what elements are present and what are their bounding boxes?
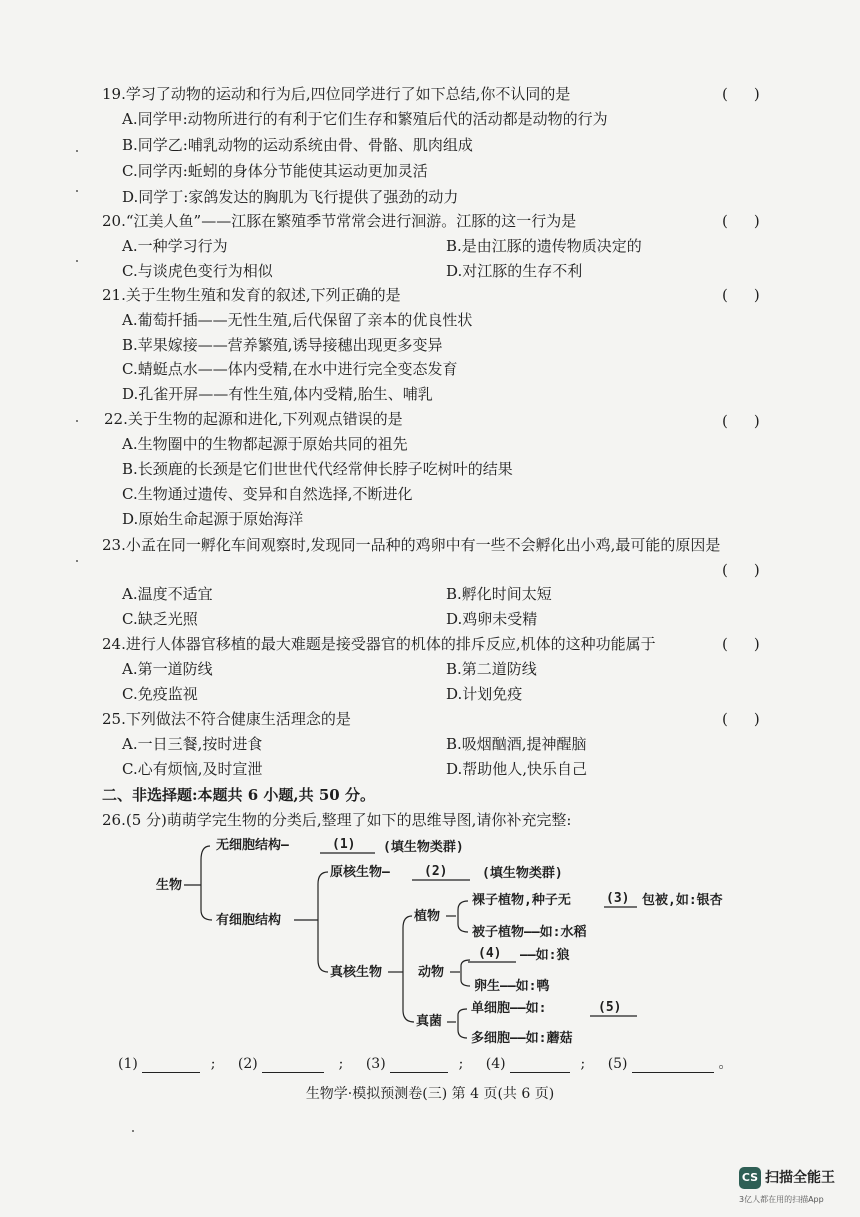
- answer-paren: (): [722, 85, 786, 103]
- answer-label-4: (4): [485, 1056, 506, 1072]
- answer-label-2: (2): [237, 1056, 258, 1072]
- answer-label-5: (5): [607, 1056, 628, 1072]
- answer-paren: (): [722, 412, 786, 430]
- question-26-stem: 26.(5 分)萌萌学完生物的分类后,整理了如下的思维导图,请你补充完整:: [102, 811, 572, 829]
- separator: ;: [580, 1056, 586, 1072]
- q20-option-a: A.一种学习行为: [122, 237, 228, 255]
- mindmap-hint-1: (填生物类群): [383, 840, 464, 855]
- q19-option-a: A.同学甲:动物所进行的有利于它们生存和繁殖后代的活动都是动物的行为: [122, 110, 608, 128]
- answer-input-3[interactable]: [390, 1058, 448, 1073]
- question-24-stem: 24.进行人体器官移植的最大难题是接受器官的机体的排斥反应,机体的这种功能属于: [102, 635, 656, 653]
- mindmap-plant: 植物: [414, 909, 441, 924]
- question-23-stem: 23.小孟在同一孵化车间观察时,发现同一品种的鸡卵中有一些不会孵化出小鸡,最可能的原因是: [102, 536, 721, 554]
- scan-speck: [132, 1130, 134, 1132]
- question-25-stem: 25.下列做法不符合健康生活理念的是: [102, 710, 351, 728]
- answer-label-1: (1): [118, 1056, 138, 1072]
- q25-option-d: D.帮助他人,快乐自己: [446, 760, 588, 778]
- camscanner-logo-icon: CS: [739, 1167, 761, 1189]
- q21-option-d: D.孔雀开屏——有性生殖,体内受精,胎生、哺乳: [122, 385, 433, 403]
- mindmap-blank-1: (1): [332, 837, 356, 852]
- answer-paren: (): [722, 561, 786, 579]
- mindmap-root: 生物: [156, 878, 183, 893]
- answer-paren: (): [722, 286, 786, 304]
- mindmap-oviparous: 卵生——如:鸭: [474, 979, 550, 994]
- page-footer: 生物学·模拟预测卷(三) 第 4 页(共 6 页): [305, 1086, 555, 1102]
- q20-option-b: B.是由江豚的遗传物质决定的: [446, 237, 642, 255]
- q19-option-d: D.同学丁:家鸽发达的胸肌为飞行提供了强劲的动力: [122, 188, 459, 206]
- q20-option-d: D.对江豚的生存不利: [446, 262, 583, 280]
- q21-option-b: B.苹果嫁接——营养繁殖,诱导接穗出现更多变异: [122, 336, 443, 354]
- mindmap-eukaryote: 真核生物: [330, 965, 383, 980]
- mindmap-hint-2: (填生物类群): [482, 866, 563, 881]
- q25-option-b: B.吸烟酗酒,提神醒脑: [446, 735, 587, 753]
- mindmap-multicellular: 多细胞——如:蘑菇: [471, 1031, 573, 1046]
- camscanner-tagline: 3亿人都在用的扫描App: [739, 1195, 824, 1204]
- separator: ;: [210, 1056, 216, 1072]
- mindmap-blank-2: (2): [424, 864, 448, 879]
- answer-end: 。: [718, 1056, 733, 1072]
- mindmap-gymnosperm-example: 包被,如:银杏: [642, 893, 723, 908]
- mindmap-no-cell: 无细胞结构—: [216, 838, 289, 853]
- camscanner-name: 扫描全能王: [765, 1170, 835, 1186]
- q20-option-c: C.与谈虎色变行为相似: [122, 262, 273, 280]
- answer-label-3: (3): [365, 1056, 386, 1072]
- answer-input-4[interactable]: [510, 1058, 570, 1073]
- answer-paren: (): [722, 212, 786, 230]
- question-22-stem: 22.关于生物的起源和进化,下列观点错误的是: [104, 410, 403, 428]
- q19-option-b: B.同学乙:哺乳动物的运动系统由骨、骨骼、肌肉组成: [122, 136, 473, 154]
- mindmap-angiosperm: 被子植物——如:水稻: [472, 925, 587, 940]
- q22-option-b: B.长颈鹿的长颈是它们世世代代经常伸长脖子吃树叶的结果: [122, 460, 513, 478]
- q25-option-c: C.心有烦恼,及时宣泄: [122, 760, 263, 778]
- section-heading: 二、非选择题:本题共 6 小题,共 50 分。: [102, 786, 375, 804]
- q24-option-d: D.计划免疫: [446, 685, 523, 703]
- q23-option-c: C.缺乏光照: [122, 610, 198, 628]
- q22-option-c: C.生物通过遗传、变异和自然选择,不断进化: [122, 485, 413, 503]
- mindmap-blank-4: (4): [478, 946, 502, 961]
- mindmap-animal-example: ——如:狼: [520, 948, 570, 963]
- answer-blanks-row: [118, 1053, 732, 1073]
- mindmap-gymnosperm: 裸子植物,种子无: [472, 893, 571, 908]
- mindmap-animal: 动物: [418, 965, 445, 980]
- separator: ;: [458, 1056, 464, 1072]
- q21-option-a: A.葡萄扦插——无性生殖,后代保留了亲本的优良性状: [122, 311, 473, 329]
- q19-option-c: C.同学丙:蚯蚓的身体分节能使其运动更加灵活: [122, 162, 428, 180]
- q22-option-a: A.生物圈中的生物都起源于原始共同的祖先: [122, 435, 408, 453]
- mindmap-unicellular: 单细胞——如:: [471, 1001, 547, 1016]
- question-21-stem: 21.关于生物生殖和发育的叙述,下列正确的是: [102, 286, 401, 304]
- answer-input-2[interactable]: [262, 1058, 324, 1073]
- answer-input-5[interactable]: [632, 1058, 714, 1073]
- question-20-stem: 20.“江美人鱼”——江豚在繁殖季节常常会进行洄游。江豚的这一行为是: [102, 212, 577, 230]
- answer-input-1[interactable]: [142, 1058, 200, 1073]
- mindmap-fungi: 真菌: [416, 1014, 443, 1029]
- q23-option-d: D.鸡卵未受精: [446, 610, 538, 628]
- q23-option-a: A.温度不适宜: [122, 585, 213, 603]
- mindmap-has-cell: 有细胞结构: [216, 913, 282, 928]
- mindmap-blank-3: (3): [606, 891, 630, 906]
- q21-option-c: C.蜻蜓点水——体内受精,在水中进行完全变态发育: [122, 360, 458, 378]
- separator: ;: [338, 1056, 344, 1072]
- q24-option-b: B.第二道防线: [446, 660, 537, 678]
- q23-option-b: B.孵化时间太短: [446, 585, 552, 603]
- q24-option-c: C.免疫监视: [122, 685, 198, 703]
- q25-option-a: A.一日三餐,按时进食: [122, 735, 263, 753]
- q22-option-d: D.原始生命起源于原始海洋: [122, 510, 304, 528]
- answer-paren: (): [722, 635, 786, 653]
- answer-paren: (): [722, 710, 786, 728]
- q24-option-a: A.第一道防线: [122, 660, 213, 678]
- mindmap-prokaryote: 原核生物—: [330, 865, 390, 880]
- question-19-stem: 19.学习了动物的运动和行为后,四位同学进行了如下总结,你不认同的是: [102, 85, 571, 103]
- mindmap-blank-5: (5): [598, 1000, 622, 1015]
